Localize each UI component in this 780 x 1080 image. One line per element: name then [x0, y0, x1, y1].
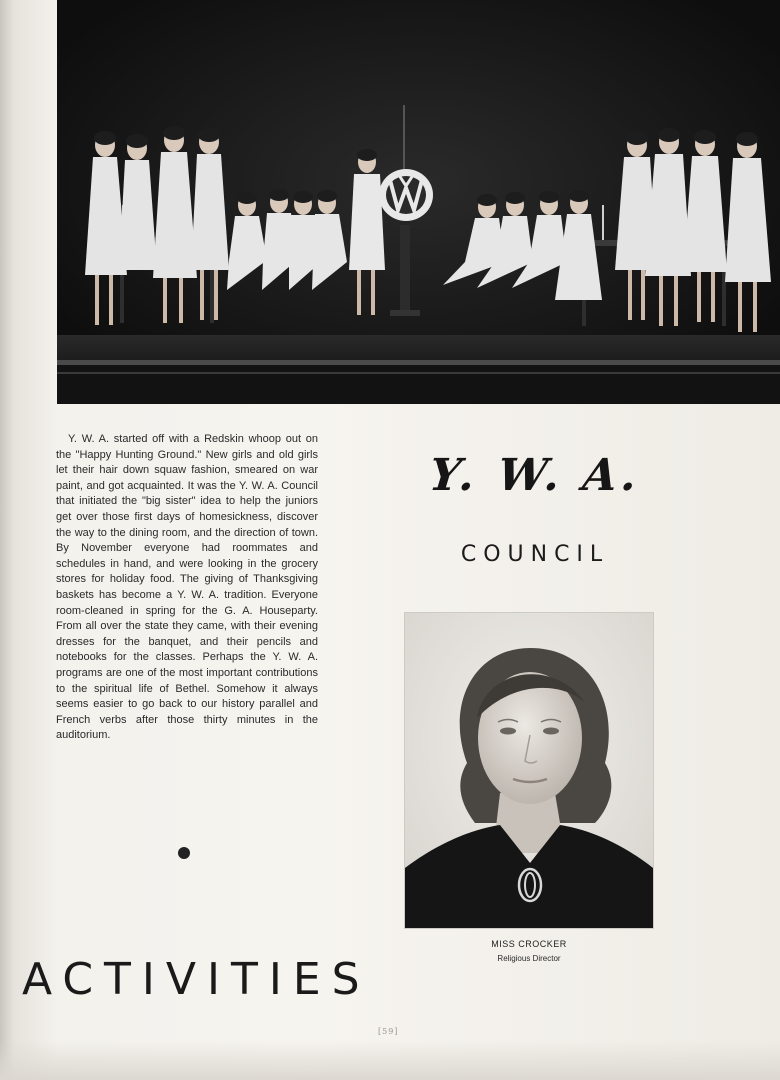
section-title: ACTIVITIES: [22, 954, 371, 1005]
page-number: [59]: [378, 1027, 399, 1036]
group-photo: [57, 0, 780, 404]
ywa-emblem: [379, 169, 433, 221]
page-edge-shadow: [0, 1040, 780, 1080]
binding-shadow: [0, 0, 56, 1080]
portrait-illustration: [405, 613, 653, 928]
article-body: Y. W. A. started off with a Redskin whoop out on the "Happy Hunting Ground." New girls and old girls let their hair down squaw fashion, smeared on war paint, and got acquainted. It was the Y. W. A. Council that initiated the "big sister" idea to help the juniors get over those first days of homesickness, discover the way to the dining room, and the direction of town. By November everyone had roommates and schedules in hand, and were looking in the grocery stores for holiday food. The giving of Thanksgiving baskets has become a Y. W. A. tradition. Everyone room-cleaned in spring for the G. A. Houseparty. From all over the state they came, with their evening dresses for the banquet, and their pencils and notebooks for the classes. Perhaps the Y. W. A. programs are one of the most important contributions to the spiritual life of Bethel. Somehow it always seems easier to go back to our history parallel and French verbs after those thirty minutes in the auditorium.: [56, 433, 318, 742]
group-photo-illustration: [57, 0, 780, 404]
portrait-caption-name: MISS CROCKER: [491, 939, 567, 949]
page-subtitle: COUNCIL: [460, 542, 610, 567]
portrait-photo: [405, 613, 653, 928]
page-title: Y. W. A.: [426, 450, 644, 501]
portrait-caption-role: Religious Director: [497, 954, 561, 963]
ink-dot: [178, 847, 190, 859]
